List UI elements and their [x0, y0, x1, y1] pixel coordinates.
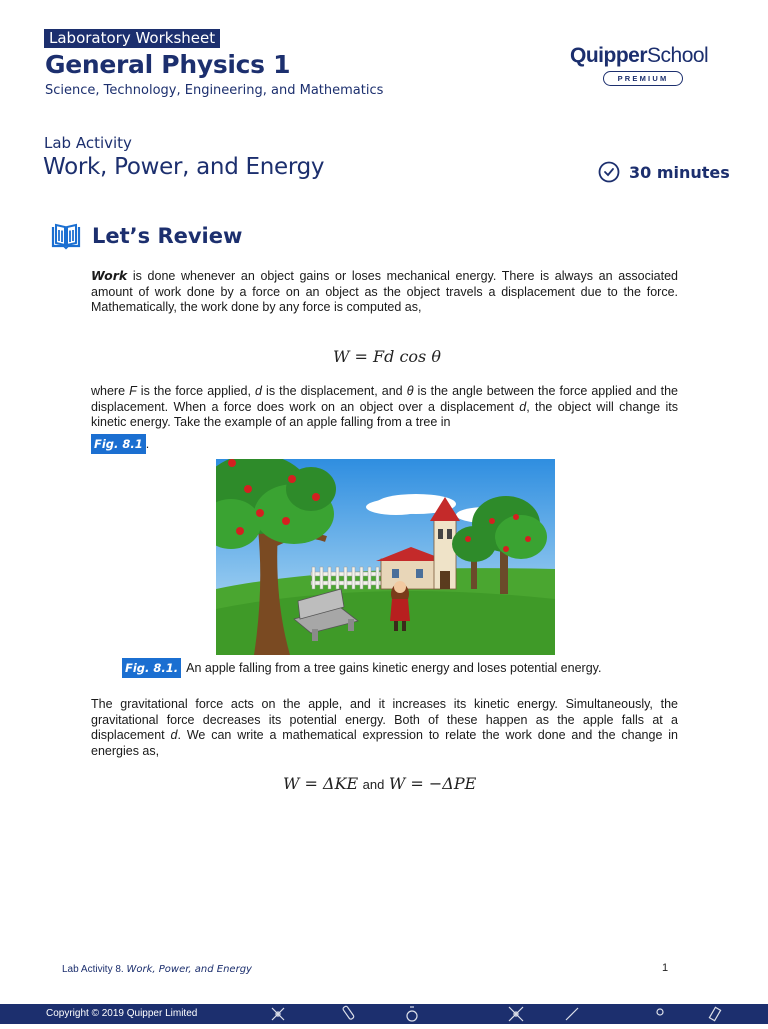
paragraph-variables [91, 384, 678, 431]
test-tube-icon [342, 1006, 354, 1020]
duration [598, 161, 730, 183]
figure-caption [122, 658, 601, 678]
paragraph-text: is the angle between the force applied and the displacement. When a force does work on an object over a displacement [91, 384, 678, 414]
paragraph-text: . We can write a mathematical expression to relate the work done and the change in energies as, [91, 728, 678, 758]
var-f: F [129, 384, 137, 398]
paragraph-work-definition [91, 268, 678, 316]
apple-tree-scene-image [216, 459, 555, 655]
paragraph-text: , the object will change its kinetic energy. Take the example of an apple falling from a tree in [91, 399, 678, 429]
atom-icon [509, 1007, 523, 1021]
var-theta: θ [406, 384, 414, 398]
page-number: 1 [662, 962, 669, 974]
var-d: d [170, 728, 178, 742]
var-d: d [519, 399, 527, 414]
figure-reference-link[interactable]: Fig. 8.1 [91, 434, 146, 454]
paragraph-text: where [91, 384, 130, 398]
lab-activity-label: Lab Activity [44, 134, 132, 152]
premium-badge: PREMIUM [603, 71, 683, 86]
caption-figure-label: Fig. 8.1. [122, 658, 181, 678]
footer-lab-reference [62, 964, 252, 975]
section-header [50, 222, 242, 250]
var-d: d [255, 384, 262, 398]
equation-energy-work [283, 774, 476, 794]
equation-kinetic: W = ΔKE [283, 774, 359, 793]
paragraph-text: is the displacement, and [262, 384, 407, 398]
equation-work: W = Fd cos θ [333, 347, 441, 366]
caption-text: An apple falling from a tree gains kinetic energy and loses potential energy. [186, 661, 602, 675]
equation-and: and [362, 777, 385, 792]
magnet-icon [709, 1007, 720, 1020]
paragraph-gravitational-force [91, 697, 678, 759]
worksheet-tag: Laboratory Worksheet [44, 29, 220, 48]
course-subtitle: Science, Technology, Engineering, and Mathematics [45, 83, 384, 98]
paragraph-text: The gravitational force acts on the apple, and it increases its kinetic energy. Simultaneously, the gravitational force decreases its potential energy. Both of these happen as the apple falls at a displacement [91, 697, 678, 742]
figure-reference-line [91, 437, 149, 451]
section-title: Let’s Review [92, 224, 243, 248]
copyright: Copyright © 2019 Quipper Limited [46, 1008, 198, 1019]
flask-icon [407, 1007, 417, 1021]
pencil-icon [566, 1008, 578, 1020]
footer-lab-title: Work, Power, and Energy [126, 964, 252, 975]
brand-name-bold: Quipper [570, 44, 648, 67]
term-work: Work [91, 268, 128, 283]
paragraph-text: is done whenever an object gains or loses mechanical energy. There is always an associated amount of work done by a force on an object as the object travels a displacement due to the force. Mathematically, the work done by any force is computed as, [91, 269, 678, 314]
book-icon [50, 222, 82, 250]
molecule-icon [272, 1008, 284, 1020]
paragraph-text: is the force applied, [136, 384, 256, 398]
paragraph-text: . [145, 437, 150, 451]
brand-name-rest: School [647, 44, 709, 67]
figure-illustration [216, 459, 555, 655]
lab-title: Work, Power, and Energy [43, 154, 325, 180]
course-title: General Physics 1 [45, 50, 291, 79]
clock-icon [598, 161, 620, 183]
dna-icon [657, 1009, 663, 1015]
duration-text: 30 minutes [629, 162, 730, 182]
quipper-school-logo [570, 44, 720, 86]
footer-lab-number: Lab Activity 8. [62, 964, 124, 975]
equation-potential: W = −ΔPE [388, 774, 477, 793]
